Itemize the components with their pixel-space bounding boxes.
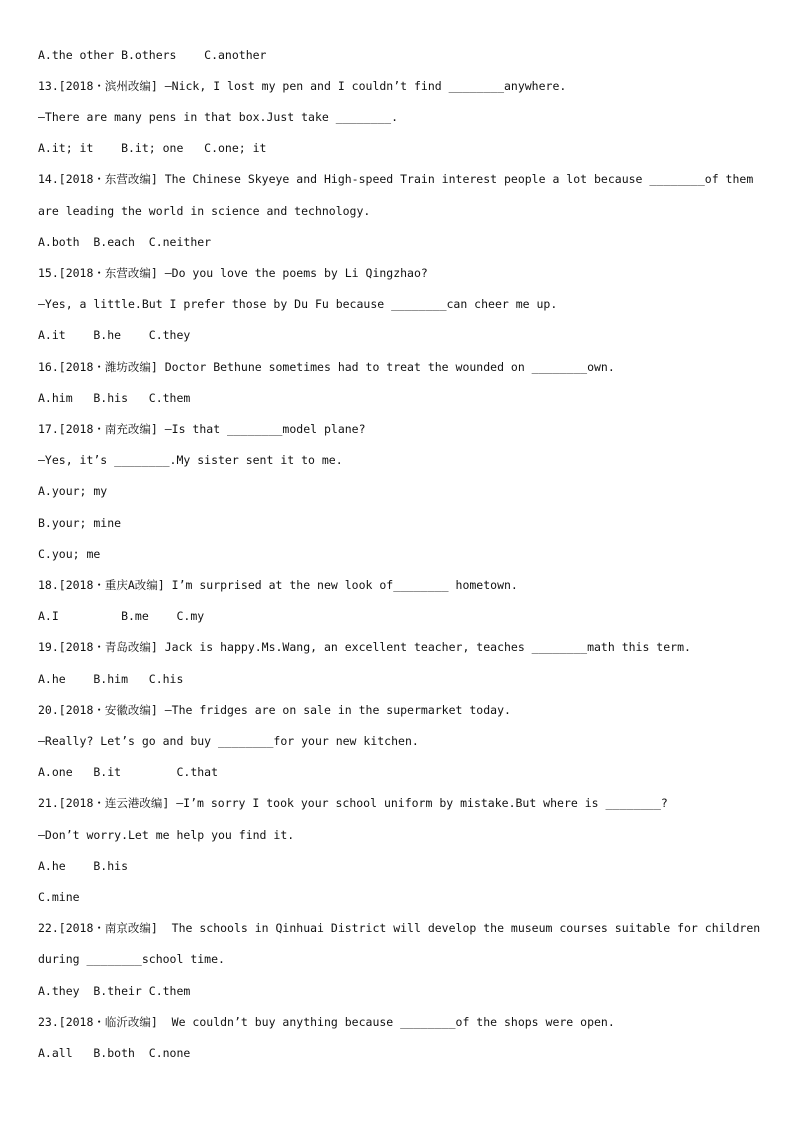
option-line: A.the other B.others C.another xyxy=(38,48,267,62)
option-line: C.mine xyxy=(38,890,80,904)
question-continuation: during ________school time. xyxy=(38,952,225,966)
option-line: C.you; me xyxy=(38,547,101,561)
dialogue-line: —There are many pens in that box.Just take ________. xyxy=(38,110,399,124)
question-18: 18.[2018・重庆A改编] I’m surprised at the new look of________ hometown. xyxy=(38,578,518,592)
question-13: 13.[2018・滨州改编] —Nick, I lost my pen and I couldn’t find ________anywhere. xyxy=(38,79,567,93)
question-15: 15.[2018・东营改编] —Do you love the poems by Li Qingzhao? xyxy=(38,266,428,280)
option-line: A.him B.his C.them xyxy=(38,391,191,405)
option-line: A.he B.his xyxy=(38,859,129,873)
question-20: 20.[2018・安徽改编] —The fridges are on sale in the supermarket today. xyxy=(38,703,511,717)
question-continuation: are leading the world in science and technology. xyxy=(38,204,371,218)
option-line: A.it; it B.it; one C.one; it xyxy=(38,141,267,155)
dialogue-line: —Yes, it’s ________.My sister sent it to me. xyxy=(38,453,343,467)
option-line: A.both B.each C.neither xyxy=(38,235,212,249)
question-23: 23.[2018・临沂改编] We couldn’t buy anything because ________of the shops were open. xyxy=(38,1015,615,1029)
dialogue-line: —Yes, a little.But I prefer those by Du Fu because ________can cheer me up. xyxy=(38,297,558,311)
dialogue-line: —Really? Let’s go and buy ________for your new kitchen. xyxy=(38,734,419,748)
option-line: A.one B.it C.that xyxy=(38,765,219,779)
question-22: 22.[2018・南京改编] The schools in Qinhuai District will develop the museum courses suitable for children xyxy=(38,921,761,935)
option-line: B.your; mine xyxy=(38,516,122,530)
question-16: 16.[2018・潍坊改编] Doctor Bethune sometimes had to treat the wounded on ________own. xyxy=(38,360,615,374)
option-line: A.he B.him C.his xyxy=(38,672,184,686)
option-line: A.I B.me C.my xyxy=(38,609,205,623)
question-17: 17.[2018・南充改编] —Is that ________model plane? xyxy=(38,422,366,436)
option-line: A.it B.he C.they xyxy=(38,328,191,342)
question-14: 14.[2018・东营改编] The Chinese Skyeye and High-speed Train interest people a lot because ________of them xyxy=(38,172,754,186)
question-21: 21.[2018・连云港改编] —I’m sorry I took your school uniform by mistake.But where is ________? xyxy=(38,796,668,810)
option-line: A.all B.both C.none xyxy=(38,1046,191,1060)
option-line: A.they B.their C.them xyxy=(38,984,191,998)
question-19: 19.[2018・青岛改编] Jack is happy.Ms.Wang, an excellent teacher, teaches ________math this term. xyxy=(38,640,691,654)
option-line: A.your; my xyxy=(38,484,108,498)
dialogue-line: —Don’t worry.Let me help you find it. xyxy=(38,828,295,842)
